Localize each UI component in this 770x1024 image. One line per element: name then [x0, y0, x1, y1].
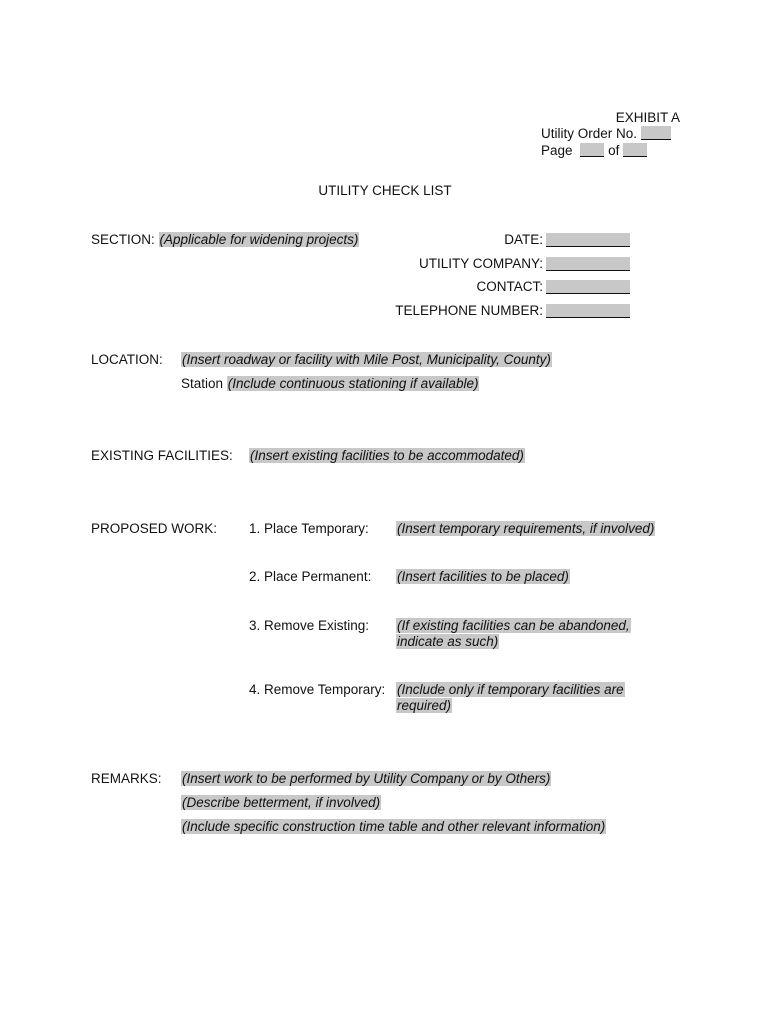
- proposed-item-label: 4. Remove Temporary:: [249, 682, 386, 697]
- document-title: UTILITY CHECK LIST: [318, 183, 452, 198]
- exhibit-label: EXHIBIT A: [615, 110, 680, 125]
- remarks-line: [181, 795, 381, 811]
- utility-company-field[interactable]: [546, 257, 630, 271]
- remarks-value[interactable]: (Describe betterment, if involved): [182, 795, 381, 810]
- page-number-line: [541, 143, 647, 159]
- station-row: [181, 376, 479, 392]
- existing-facilities-value[interactable]: (Insert existing facilities to be accommodated): [250, 448, 524, 463]
- contact-label: CONTACT:: [476, 279, 543, 294]
- proposed-item-label: 3. Remove Existing:: [249, 618, 370, 633]
- telephone-field[interactable]: [546, 304, 630, 318]
- utility-order-line: [541, 126, 671, 142]
- telephone-label: TELEPHONE NUMBER:: [395, 303, 543, 318]
- proposed-item-row: [396, 682, 646, 714]
- proposed-item-value[interactable]: (If existing facilities can be abandoned, indicate as such): [397, 618, 630, 649]
- location-value[interactable]: (Insert roadway or facility with Mile Post, Municipality, County): [182, 352, 551, 367]
- contact-field[interactable]: [546, 280, 630, 294]
- of-label: of: [608, 143, 620, 158]
- existing-facilities-row: [249, 448, 525, 464]
- station-label: Station: [181, 376, 224, 391]
- remarks-line: [181, 771, 551, 787]
- proposed-work-label: PROPOSED WORK:: [91, 521, 218, 536]
- section-row: [91, 232, 359, 248]
- proposed-item-label: 1. Place Temporary:: [249, 521, 369, 536]
- utility-order-label: Utility Order No.: [541, 126, 638, 141]
- proposed-item-row: [396, 618, 646, 650]
- section-value[interactable]: (Applicable for widening projects): [159, 232, 359, 247]
- proposed-item-row: [396, 569, 570, 585]
- proposed-item-value[interactable]: (Insert facilities to be placed): [397, 569, 569, 584]
- remarks-label: REMARKS:: [91, 771, 162, 786]
- section-label: SECTION:: [91, 232, 155, 247]
- date-field[interactable]: [546, 233, 630, 247]
- page-label: Page: [541, 143, 573, 158]
- page-total-field[interactable]: [623, 143, 647, 157]
- utility-company-label: UTILITY COMPANY:: [418, 256, 543, 271]
- proposed-item-value[interactable]: (Insert temporary requirements, if involved): [397, 521, 655, 536]
- location-value-row: [181, 352, 552, 368]
- proposed-item-label: 2. Place Permanent:: [249, 569, 372, 584]
- remarks-line: [181, 819, 606, 835]
- proposed-item-value[interactable]: (Include only if temporary facilities are required): [397, 682, 624, 713]
- remarks-value[interactable]: (Include specific construction time table and other relevant information): [182, 819, 606, 834]
- page-number-field[interactable]: [580, 143, 604, 157]
- date-label: DATE:: [504, 232, 543, 247]
- existing-facilities-label: EXISTING FACILITIES:: [91, 448, 233, 463]
- station-value[interactable]: (Include continuous stationing if available): [227, 376, 479, 391]
- location-label: LOCATION:: [91, 352, 163, 367]
- proposed-item-row: [396, 521, 655, 537]
- utility-order-number-field[interactable]: [641, 126, 671, 140]
- remarks-value[interactable]: (Insert work to be performed by Utility Company or by Others): [182, 771, 551, 786]
